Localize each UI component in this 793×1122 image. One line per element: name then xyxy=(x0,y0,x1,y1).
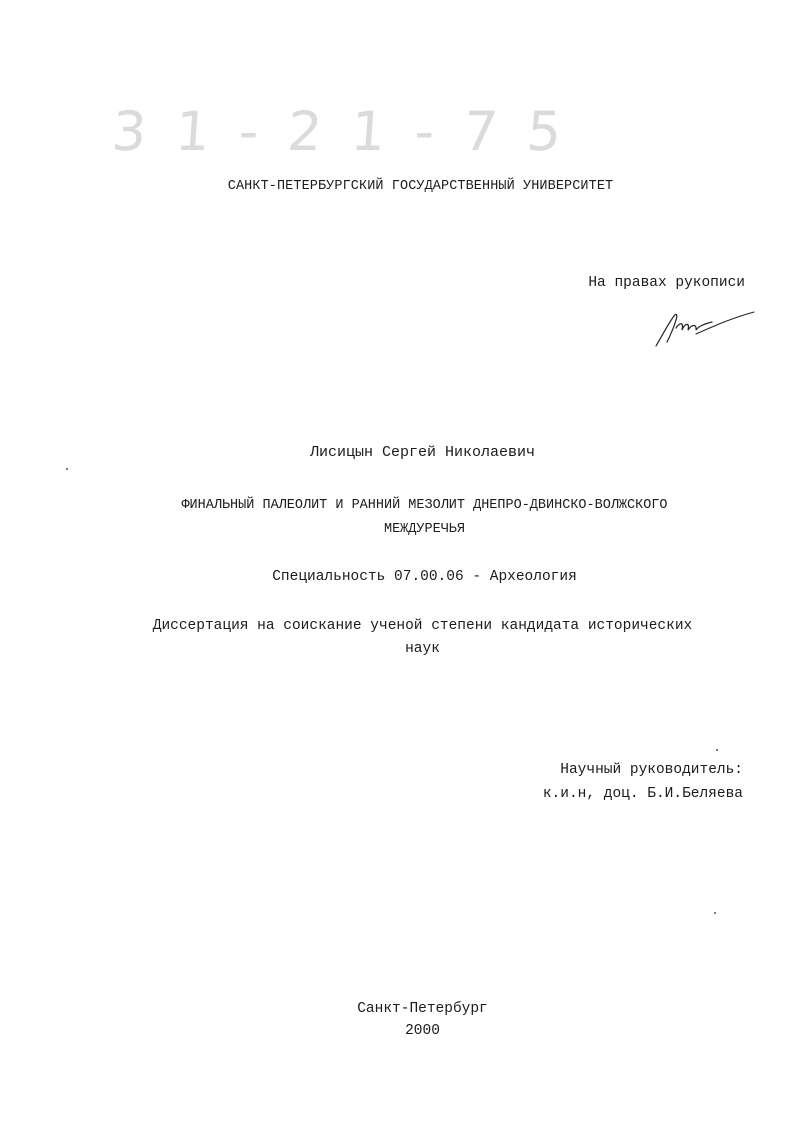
supervisor-label: Научный руководитель: xyxy=(560,762,743,778)
city: Санкт-Петербург xyxy=(357,1001,488,1017)
dissertation-type-line-1: Диссертация на соискание ученой степени кандидата исторических xyxy=(152,618,693,634)
dissertation-title-line-2: МЕЖДУРЕЧЬЯ xyxy=(383,522,465,537)
signature-icon xyxy=(652,306,756,350)
author-name: Лисицын Сергей Николаевич xyxy=(309,444,536,461)
scan-speck xyxy=(66,468,68,470)
scan-speck xyxy=(714,912,716,914)
year: 2000 xyxy=(405,1023,440,1039)
archive-stamp: 3 1 - 2 1 - 7 5 xyxy=(109,100,570,163)
university-name: САНКТ-ПЕТЕРБУРГСКИЙ ГОСУДАРСТВЕННЫЙ УНИВЕРСИТЕТ xyxy=(227,179,614,194)
dissertation-type-line-2: наук xyxy=(405,641,440,657)
scan-speck xyxy=(716,749,718,751)
dissertation-title-line-1: ФИНАЛЬНЫЙ ПАЛЕОЛИТ И РАННИЙ МЕЗОЛИТ ДНЕПРО-ДВИНСКО-ВОЛЖСКОГО xyxy=(181,498,668,513)
specialty: Специальность 07.00.06 - Археология xyxy=(272,569,577,585)
rights-note: На правах рукописи xyxy=(588,275,745,291)
supervisor-name: к.и.н, доц. Б.И.Беляева xyxy=(542,786,743,802)
